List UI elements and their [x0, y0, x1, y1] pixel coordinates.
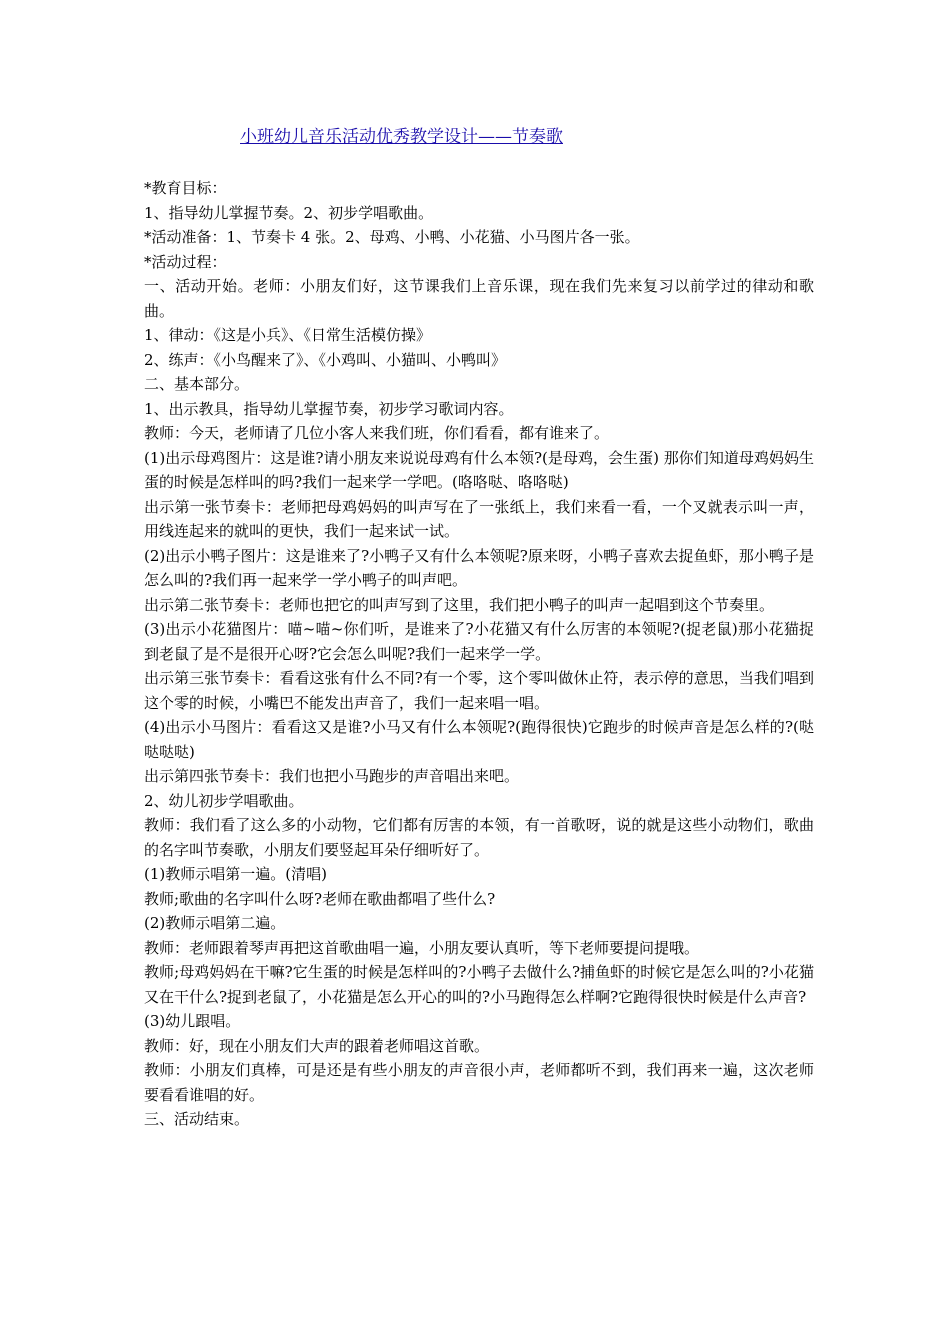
paragraph-voice-practice: 2、练声：《小鸟醒来了》、《小鸡叫、小猫叫、小鸭叫》 [144, 350, 507, 369]
document-title-link[interactable]: 小班幼儿音乐活动优秀教学设计——节奏歌 [240, 127, 563, 147]
paragraph-teacher-encourage: 教师：小朋友们真棒，可是还是有些小朋友的声音很小声，老师都听不到，我们再来一遍，这次老师要看看谁唱的好。 [144, 1061, 814, 1104]
paragraph-demo-sing-1: (1)教师示唱第一遍。(清唱) [144, 865, 327, 883]
paragraph-teacher-song-intro: 教师：我们看了这么多的小动物，它们都有厉害的本领，有一首歌呀，说的就是这些小动物们，歌曲的名字叫节奏歌，小朋友们要竖起耳朵仔细听好了。 [144, 816, 814, 859]
paragraph-cat-picture: (3)出示小花猫图片：喵~喵~你们听，是谁来了?小花猫又有什么厉害的本领呢?(捉老鼠)那小花猫捉到老鼠了是不是很开心呀?它会怎么叫呢?我们一起来学一学。 [144, 620, 814, 663]
paragraph-education-goal-heading: *教育目标： [144, 179, 227, 197]
paragraph-teacher-piano: 教师：老师跟着琴声再把这首歌曲唱一遍，小朋友要认真听，等下老师要提问提哦。 [144, 938, 700, 957]
document-body [144, 176, 814, 1132]
paragraph-education-goals: 1、指导幼儿掌握节奏。2、初步学唱歌曲。 [144, 203, 434, 222]
paragraph-teacher-question-1: 教师;歌曲的名字叫什么呀?老师在歌曲都唱了些什么? [144, 889, 496, 908]
paragraph-teacher-sing-together: 教师：好，现在小朋友们大声的跟着老师唱这首歌。 [144, 1036, 490, 1055]
paragraph-hen-picture: (1)出示母鸡图片：这是谁?请小朋友来说说母鸡有什么本领?(是母鸡，会生蛋) 那你们知道母鸡妈妈生蛋的时候是怎样叫的吗?我们一起来学一学吧。(咯咯哒、咯咯哒) [144, 448, 814, 491]
paragraph-horse-picture: (4)出示小马图片：看看这又是谁?小马又有什么本领呢?(跑得很快)它跑步的时候声音是怎么样的?(哒哒哒哒) [144, 718, 814, 761]
paragraph-rhythm-card-3: 出示第三张节奏卡：看看这张有什么不同?有一个零，这个零叫做休止符，表示停的意思，当我们唱到这个零的时候，小嘴巴不能发出声音了，我们一起来唱一唱。 [144, 669, 814, 712]
paragraph-duck-picture: (2)出示小鸭子图片：这是谁来了?小鸭子又有什么本领呢?原来呀，小鸭子喜欢去捉鱼虾，那小鸭子是怎么叫的?我们再一起来学一学小鸭子的叫声吧。 [144, 546, 814, 589]
paragraph-activity-preparation: *活动准备：1、节奏卡 4 张。2、母鸡、小鸭、小花猫、小马图片各一张。 [144, 228, 640, 246]
paragraph-basic-part-heading: 二、基本部分。 [144, 375, 250, 393]
paragraph-show-teaching-aids: 1、出示教具，指导幼儿掌握节奏，初步学习歌词内容。 [144, 399, 514, 418]
paragraph-teacher-guests: 教师：今天，老师请了几位小客人来我们班，你们看看，都有谁来了。 [144, 424, 610, 442]
paragraph-rhythm-card-2: 出示第二张节奏卡：老师也把它的叫声写到了这里，我们把小鸭子的叫声一起唱到这个节奏里。 [144, 595, 775, 614]
paragraph-demo-sing-2: (2)教师示唱第二遍。 [144, 914, 286, 932]
paragraph-activity-process-heading: *活动过程： [144, 252, 227, 271]
paragraph-activity-start: 一、活动开始。老师：小朋友们好，这节课我们上音乐课，现在我们先来复习以前学过的律动和歌曲。 [144, 277, 814, 320]
paragraph-rhythm-movement: 1、律动：《这是小兵》、《日常生活模仿操》 [144, 326, 432, 344]
paragraph-activity-end: 三、活动结束。 [144, 1110, 250, 1128]
paragraph-children-sing-along: (3)幼儿跟唱。 [144, 1012, 241, 1030]
paragraph-learn-song-heading: 2、幼儿初步学唱歌曲。 [144, 791, 304, 810]
paragraph-rhythm-card-1: 出示第一张节奏卡：老师把母鸡妈妈的叫声写在了一张纸上，我们来看一看，一个叉就表示叫一声，用线连起来的就叫的更快，我们一起来试一试。 [144, 497, 814, 540]
paragraph-teacher-question-2: 教师;母鸡妈妈在干嘛?它生蛋的时候是怎样叫的?小鸭子去做什么?捕鱼虾的时候它是怎么叫的?小花猫又在干什么?捉到老鼠了，小花猫是怎么开心的叫的?小马跑得怎么样啊?它跑得很快时候是什么声音? [144, 963, 814, 1006]
paragraph-rhythm-card-4: 出示第四张节奏卡：我们也把小马跑步的声音唱出来吧。 [144, 767, 520, 785]
